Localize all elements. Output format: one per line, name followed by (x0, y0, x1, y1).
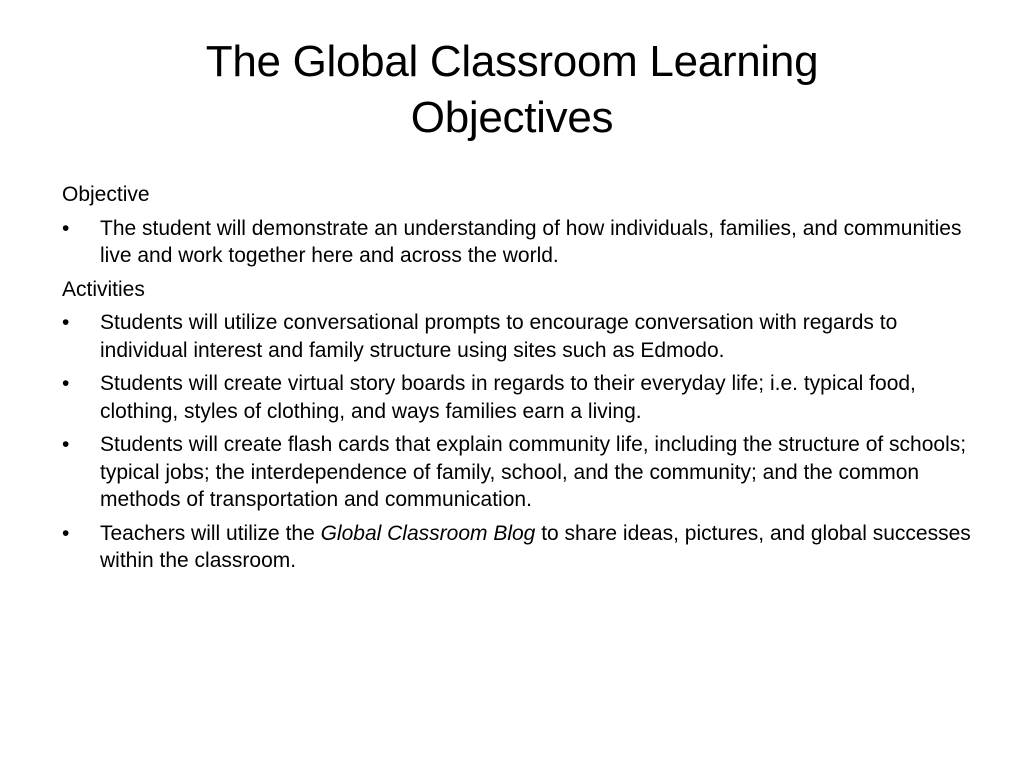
activity-item (62, 431, 982, 514)
activities-heading: Activities (62, 277, 145, 301)
slide-title (60, 34, 964, 146)
bullet-icon: • (62, 521, 70, 545)
activities-list (62, 309, 982, 575)
activity-item (62, 370, 982, 425)
bullet-icon: • (62, 311, 70, 334)
objective-item (62, 215, 982, 270)
bullet-icon: • (62, 216, 70, 240)
slide-title-line-1: The Global Classroom Learning (205, 37, 819, 86)
blog-name: Global Classroom Blog (320, 521, 536, 545)
objective-item-text: The student will demonstrate an understanding of how individuals, families, and communities live and work together here and across the world. (100, 216, 962, 267)
activity-item (62, 520, 982, 575)
bullet-icon: • (62, 372, 70, 395)
activity-item-text (100, 522, 971, 573)
activity-item-text-before: Teachers will utilize the (100, 521, 321, 545)
activity-item (62, 309, 982, 364)
activity-item-text: Students will utilize conversational prompts to encourage conversation with regards to individual interest and family structure using sites such as Edmodo. (100, 311, 898, 362)
objective-list (62, 215, 982, 270)
activity-item-text: Students will create virtual story boards in regards to their everyday life; i.e. typical food, clothing, styles of clothing, and ways families earn a living. (100, 372, 916, 423)
slide-body (62, 181, 982, 581)
activity-item-text: Students will create flash cards that explain community life, including the structure of schools; typical jobs; the interdependence of family, school, and the community; and the common methods of transportation and communication. (100, 433, 967, 511)
activity-item-text-after: to share ideas, pictures, and global successes within the classroom. (100, 521, 971, 572)
slide-title-line-2: Objectives (410, 93, 614, 142)
objective-heading: Objective (62, 183, 150, 206)
bullet-icon: • (62, 433, 70, 456)
